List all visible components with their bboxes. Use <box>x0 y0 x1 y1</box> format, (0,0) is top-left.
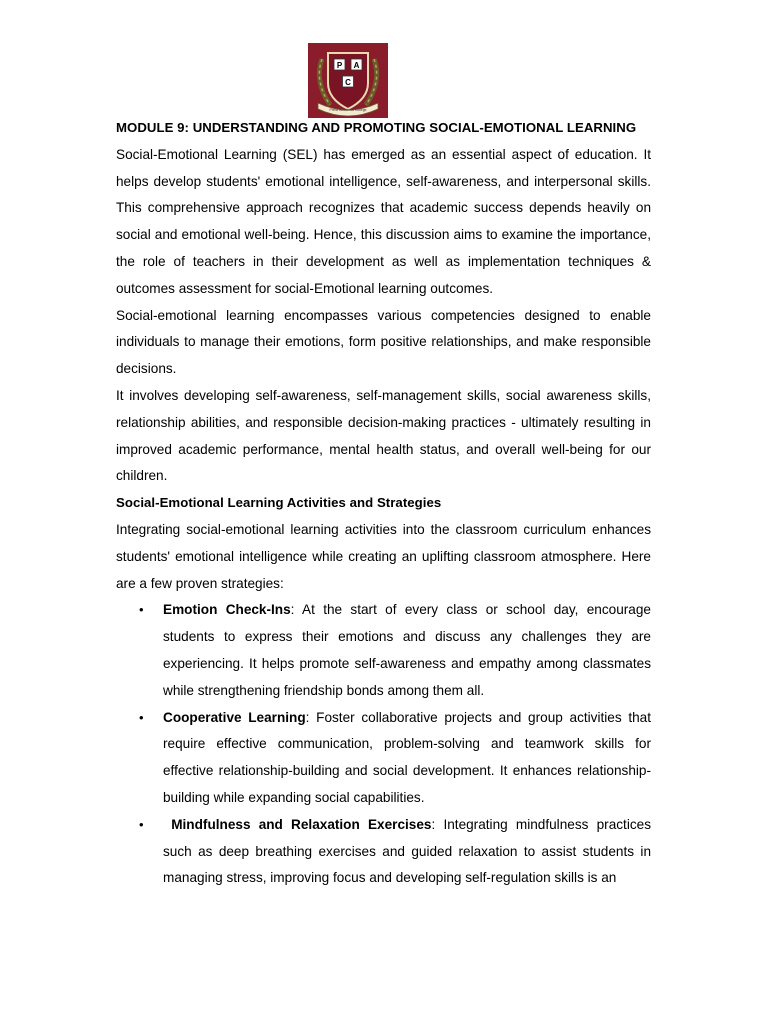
module-title: MODULE 9: UNDERSTANDING AND PROMOTING SOCIAL-EMOTIONAL LEARNING <box>116 120 637 135</box>
strategy-text: : Integrating mindfulness practices such as deep breathing exercises and guided relaxation to assist students in managing stress, improving focus and developing self-regulation skills is an <box>163 816 651 886</box>
list-item <box>116 812 651 892</box>
crest-letter-c: C <box>345 78 351 87</box>
paragraph-intro: Social-Emotional Learning (SEL) has emerged as an essential aspect of education. It helps develop students' emotional intelligence, self-awareness, and interpersonal skills. This comprehensive approach recognizes that academic success depends heavily on social and emotional well-being. Hence, this discussion aims to examine the importance, the role of teachers in their development as well as implementation techniques & outcomes assessment for social-Emotional learning outcomes. <box>116 146 651 296</box>
paragraph-competencies: Social-emotional learning encompasses various competencies designed to enable individuals to manage their emotions, form positive relationships, and make responsible decisions. <box>116 307 651 377</box>
crest-banner-text: Prime Academic College <box>329 108 367 112</box>
crest-letter-p: P <box>336 61 343 70</box>
strategy-list <box>116 597 651 892</box>
list-item <box>116 597 651 704</box>
crest-letter-a: A <box>353 61 360 70</box>
document-body <box>116 115 651 892</box>
strategy-text: : Foster collaborative projects and group activities that require effective communication, problem-solving and teamwork skills for effective relationship-building and social development. It enhances relationship-building while expanding social capabilities. <box>163 709 652 805</box>
college-crest-logo <box>308 43 388 118</box>
strategy-name: Mindfulness and Relaxation Exercises <box>171 816 432 832</box>
bullet-glyph: • <box>139 816 144 832</box>
section-heading: Social-Emotional Learning Activities and Strategies <box>116 495 442 511</box>
strategy-text: : At the start of every class or school day, encourage students to express their emotions and discuss any challenges they are experiencing. It helps promote self-awareness and empathy among classmates while strengthening friendship bonds among them all. <box>163 602 651 698</box>
bullet-glyph: • <box>139 709 144 725</box>
strategy-name: Cooperative Learning <box>163 709 306 725</box>
bullet-glyph: • <box>139 602 144 618</box>
list-item <box>116 705 651 812</box>
paragraph-outcomes: It involves developing self-awareness, self-management skills, social awareness skills, relationship abilities, and responsible decision-making practices - ultimately resulting in improved academic performance, mental health status, and overall well-being for our children. <box>116 387 651 484</box>
section-intro: Integrating social-emotional learning activities into the classroom curriculum enhances students' emotional intelligence while creating an uplifting classroom atmosphere. Here are a few proven strategies: <box>116 521 651 591</box>
strategy-name: Emotion Check-Ins <box>163 602 291 618</box>
